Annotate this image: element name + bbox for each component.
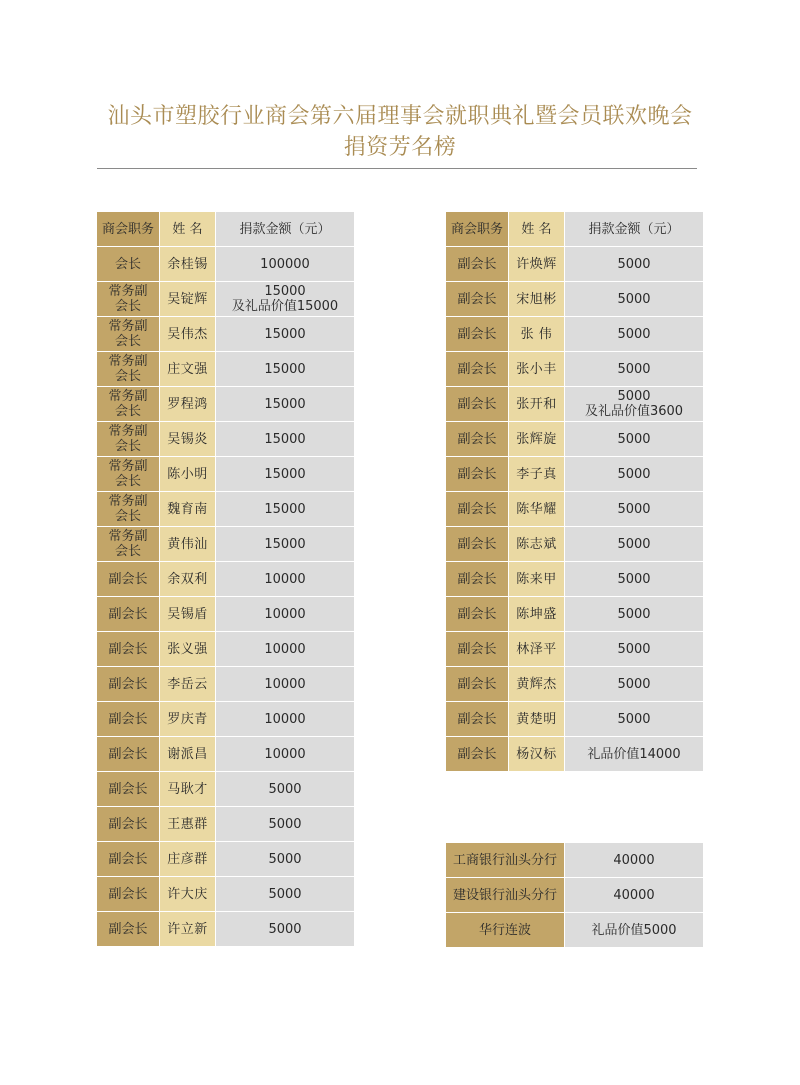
- amount-cell: 10000: [216, 597, 354, 631]
- name-cell: 陈小明: [160, 457, 215, 491]
- header-amount: 捐款金额（元）: [216, 212, 354, 246]
- amount-cell: 5000: [565, 667, 703, 701]
- name-cell: 许大庆: [160, 877, 215, 911]
- name-cell: 黄辉杰: [509, 667, 564, 701]
- amount-cell: 5000: [565, 247, 703, 281]
- table-row: [97, 247, 354, 281]
- amount-cell: 礼品价值5000: [565, 913, 703, 947]
- table-row: [97, 632, 354, 666]
- name-cell: 杨汉标: [509, 737, 564, 771]
- name-cell: 吴锡盾: [160, 597, 215, 631]
- table-row: [446, 422, 703, 456]
- table-row: [97, 387, 354, 421]
- amount-cell: 15000 及礼品价值15000: [216, 282, 354, 316]
- amount-cell: 5000 及礼品价值3600: [565, 387, 703, 421]
- amount-cell: 5000: [565, 282, 703, 316]
- amount-cell: 10000: [216, 632, 354, 666]
- table-row: [97, 842, 354, 876]
- table-row: [97, 912, 354, 946]
- position-cell: 常务副 会长: [97, 352, 159, 386]
- position-cell: 副会长: [446, 702, 508, 736]
- name-cell: 吴锭辉: [160, 282, 215, 316]
- position-cell: 会长: [97, 247, 159, 281]
- name-cell: 许立新: [160, 912, 215, 946]
- table-row: [446, 632, 703, 666]
- name-cell: 张开和: [509, 387, 564, 421]
- table-row: [446, 352, 703, 386]
- amount-cell: 5000: [216, 877, 354, 911]
- amount-cell: 5000: [565, 702, 703, 736]
- table-row: [97, 667, 354, 701]
- amount-cell: 5000: [565, 317, 703, 351]
- amount-cell: 15000: [216, 387, 354, 421]
- name-cell: 余双利: [160, 562, 215, 596]
- name-cell: 张 伟: [509, 317, 564, 351]
- header-amount: 捐款金额（元）: [565, 212, 703, 246]
- position-cell: 副会长: [97, 912, 159, 946]
- position-cell: 副会长: [97, 737, 159, 771]
- name-cell: 吴锡炎: [160, 422, 215, 456]
- name-cell: 陈来甲: [509, 562, 564, 596]
- table-row: [446, 317, 703, 351]
- position-cell: 常务副 会长: [97, 527, 159, 561]
- amount-cell: 15000: [216, 457, 354, 491]
- name-cell: 罗程鸿: [160, 387, 215, 421]
- position-cell: 副会长: [446, 352, 508, 386]
- name-cell: 庄文强: [160, 352, 215, 386]
- name-cell: 陈华耀: [509, 492, 564, 526]
- name-cell: 黄伟汕: [160, 527, 215, 561]
- position-cell: 常务副 会长: [97, 387, 159, 421]
- amount-cell: 5000: [216, 842, 354, 876]
- amount-cell: 5000: [565, 457, 703, 491]
- position-cell: 常务副 会长: [97, 422, 159, 456]
- position-cell: 副会长: [446, 422, 508, 456]
- position-cell: 副会长: [97, 597, 159, 631]
- name-cell: 马耿才: [160, 772, 215, 806]
- header-name: 姓 名: [160, 212, 215, 246]
- name-cell: 张小丰: [509, 352, 564, 386]
- title-divider: [97, 168, 697, 169]
- amount-cell: 15000: [216, 352, 354, 386]
- position-cell: 副会长: [446, 387, 508, 421]
- table-row: [446, 843, 703, 877]
- table-row: [446, 702, 703, 736]
- donor-cell: 华行连波: [446, 913, 564, 947]
- bank-table-body: [446, 843, 703, 947]
- amount-cell: 10000: [216, 737, 354, 771]
- amount-cell: 40000: [565, 843, 703, 877]
- amount-cell: 40000: [565, 878, 703, 912]
- amount-cell: 5000: [565, 632, 703, 666]
- position-cell: 副会长: [97, 632, 159, 666]
- position-cell: 副会长: [446, 457, 508, 491]
- table-row: [446, 387, 703, 421]
- header-position: 商会职务: [97, 212, 159, 246]
- position-cell: 副会长: [97, 702, 159, 736]
- table-row: [97, 702, 354, 736]
- position-cell: 常务副 会长: [97, 282, 159, 316]
- header-position: 商会职务: [446, 212, 508, 246]
- name-cell: 罗庆青: [160, 702, 215, 736]
- position-cell: 副会长: [446, 737, 508, 771]
- page-subtitle: 捐资芳名榜: [343, 135, 457, 160]
- amount-cell: 5000: [216, 807, 354, 841]
- table-row: [97, 352, 354, 386]
- amount-cell: 100000: [216, 247, 354, 281]
- header-name: 姓 名: [509, 212, 564, 246]
- position-cell: 副会长: [446, 492, 508, 526]
- position-cell: 副会长: [97, 877, 159, 911]
- name-cell: 张义强: [160, 632, 215, 666]
- table-row: [446, 737, 703, 771]
- table-header: [446, 212, 703, 246]
- table-row: [446, 282, 703, 316]
- position-cell: 常务副 会长: [97, 492, 159, 526]
- amount-cell: 15000: [216, 527, 354, 561]
- name-cell: 谢派昌: [160, 737, 215, 771]
- name-cell: 宋旭彬: [509, 282, 564, 316]
- position-cell: 常务副 会长: [97, 317, 159, 351]
- position-cell: 副会长: [446, 247, 508, 281]
- amount-cell: 5000: [565, 352, 703, 386]
- table-row: [446, 878, 703, 912]
- amount-cell: 5000: [216, 912, 354, 946]
- table-row: [97, 317, 354, 351]
- left-table-body: [97, 247, 354, 946]
- name-cell: 吴伟杰: [160, 317, 215, 351]
- table-row: [446, 562, 703, 596]
- position-cell: 副会长: [97, 667, 159, 701]
- table-row: [446, 667, 703, 701]
- amount-cell: 5000: [565, 562, 703, 596]
- name-cell: 魏育南: [160, 492, 215, 526]
- amount-cell: 礼品价值14000: [565, 737, 703, 771]
- amount-cell: 5000: [216, 772, 354, 806]
- name-cell: 张辉旋: [509, 422, 564, 456]
- table-header: [97, 212, 354, 246]
- left-donation-table: [97, 212, 354, 947]
- position-cell: 副会长: [446, 667, 508, 701]
- position-cell: 副会长: [446, 282, 508, 316]
- table-row: [97, 527, 354, 561]
- right-table-body: [446, 247, 703, 771]
- donor-cell: 工商银行汕头分行: [446, 843, 564, 877]
- amount-cell: 15000: [216, 492, 354, 526]
- position-cell: 副会长: [97, 772, 159, 806]
- amount-cell: 5000: [565, 597, 703, 631]
- name-cell: 余桂锡: [160, 247, 215, 281]
- table-row: [446, 492, 703, 526]
- table-row: [97, 457, 354, 491]
- name-cell: 陈志斌: [509, 527, 564, 561]
- position-cell: 副会长: [97, 842, 159, 876]
- table-row: [97, 807, 354, 841]
- table-row: [97, 492, 354, 526]
- amount-cell: 5000: [565, 422, 703, 456]
- position-cell: 副会长: [446, 527, 508, 561]
- table-row: [97, 737, 354, 771]
- position-cell: 常务副 会长: [97, 457, 159, 491]
- table-row: [446, 913, 703, 947]
- table-row: [97, 597, 354, 631]
- amount-cell: 15000: [216, 422, 354, 456]
- table-row: [446, 527, 703, 561]
- amount-cell: 10000: [216, 702, 354, 736]
- amount-cell: 10000: [216, 667, 354, 701]
- position-cell: 副会长: [97, 807, 159, 841]
- table-row: [97, 772, 354, 806]
- page-title: 汕头市塑胶行业商会第六届理事会就职典礼暨会员联欢晚会: [107, 104, 693, 129]
- table-row: [97, 422, 354, 456]
- position-cell: 副会长: [446, 562, 508, 596]
- position-cell: 副会长: [446, 597, 508, 631]
- table-row: [446, 247, 703, 281]
- position-cell: 副会长: [446, 632, 508, 666]
- right-donation-table: [446, 212, 703, 772]
- donor-cell: 建设银行汕头分行: [446, 878, 564, 912]
- name-cell: 林泽平: [509, 632, 564, 666]
- name-cell: 李岳云: [160, 667, 215, 701]
- table-row: [446, 597, 703, 631]
- table-row: [446, 457, 703, 491]
- name-cell: 许焕辉: [509, 247, 564, 281]
- position-cell: 副会长: [97, 562, 159, 596]
- amount-cell: 15000: [216, 317, 354, 351]
- amount-cell: 5000: [565, 492, 703, 526]
- amount-cell: 10000: [216, 562, 354, 596]
- amount-cell: 5000: [565, 527, 703, 561]
- position-cell: 副会长: [446, 317, 508, 351]
- table-row: [97, 877, 354, 911]
- bank-donation-table: [446, 843, 703, 948]
- name-cell: 庄彦群: [160, 842, 215, 876]
- table-row: [97, 562, 354, 596]
- name-cell: 黄楚明: [509, 702, 564, 736]
- name-cell: 陈坤盛: [509, 597, 564, 631]
- name-cell: 王惠群: [160, 807, 215, 841]
- name-cell: 李子真: [509, 457, 564, 491]
- table-row: [97, 282, 354, 316]
